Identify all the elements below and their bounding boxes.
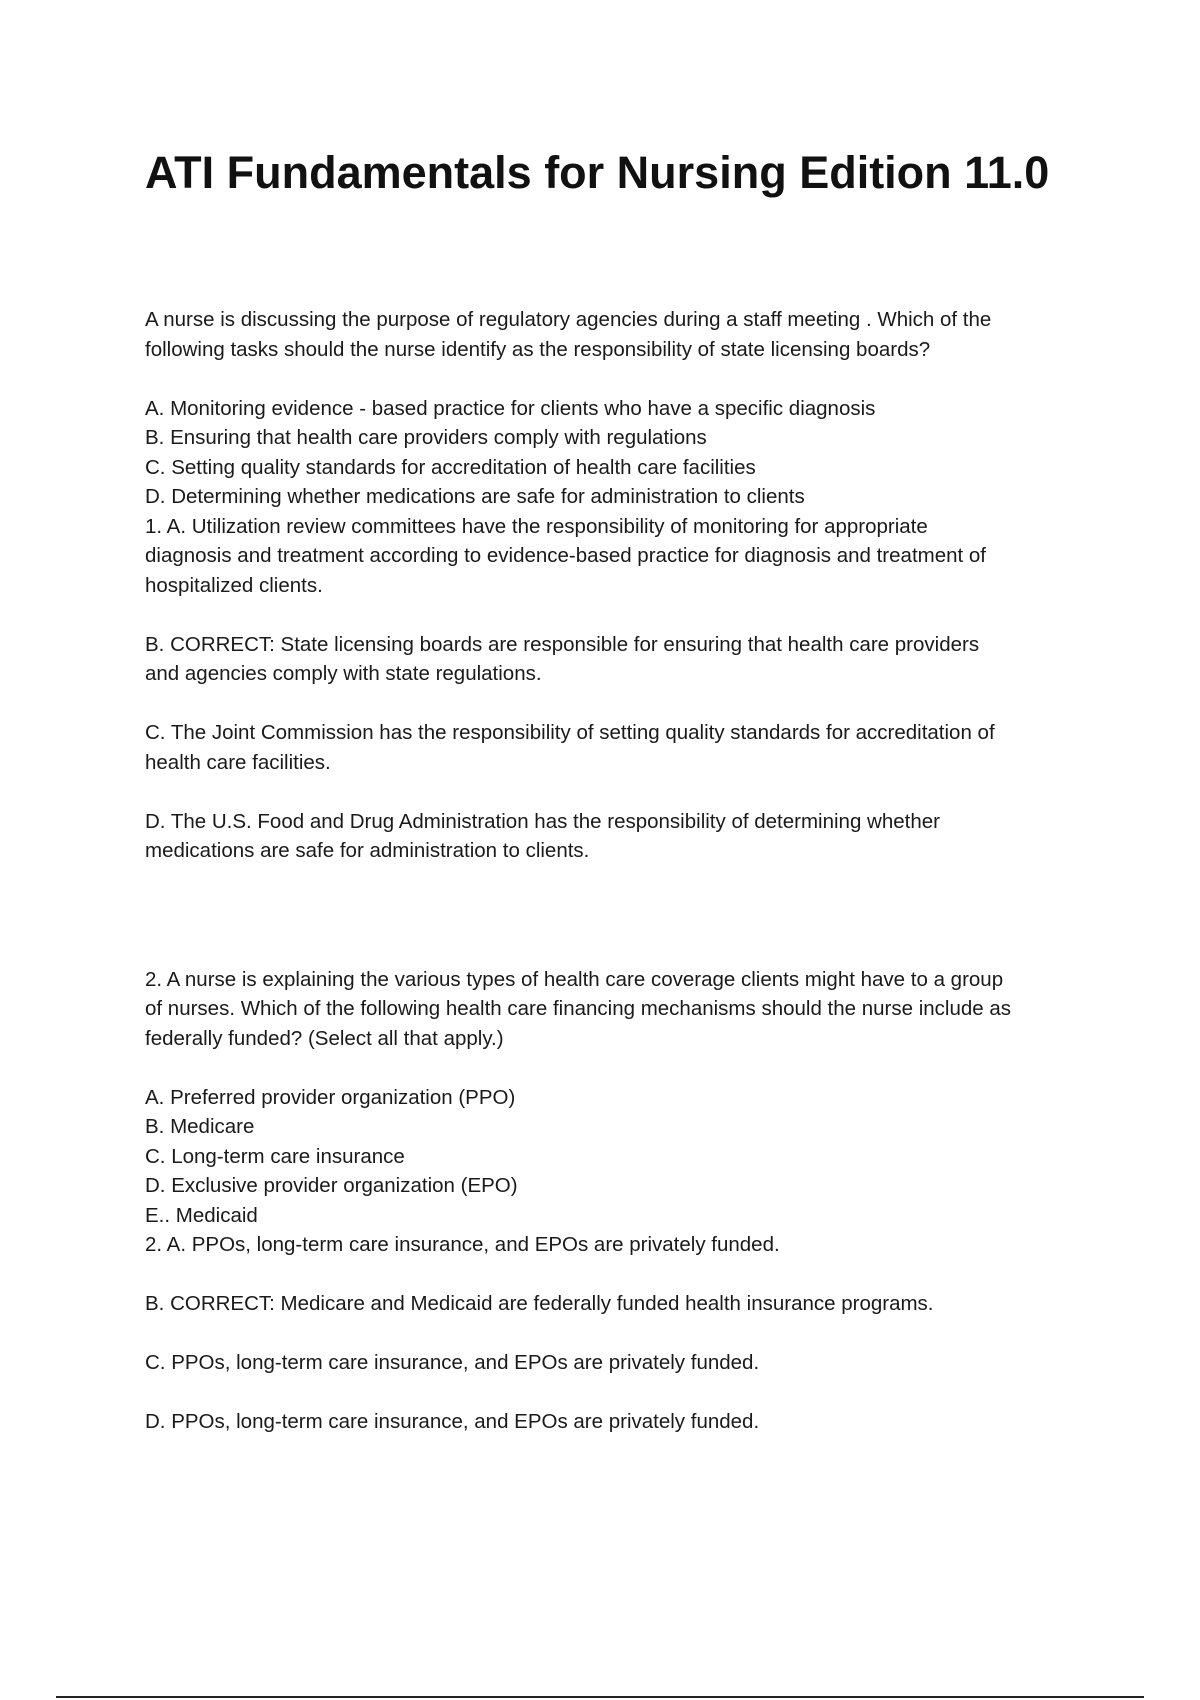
question-1-stem xyxy=(145,305,1090,364)
question-2-option-e: E.. Medicaid xyxy=(145,1203,258,1227)
text-line: of nurses. Which of the following health care financing mechanisms should the nurse include as xyxy=(145,997,1012,1020)
text-line: 1. A. Utilization review committees have the responsibility of monitoring for appropriate xyxy=(145,514,928,538)
text-line: and agencies comply with state regulations. xyxy=(145,662,542,685)
question-1-rationale-b xyxy=(145,630,1090,689)
question-1-rationale-d xyxy=(145,807,1090,866)
text-line: hospitalized clients. xyxy=(145,573,323,597)
question-2-option-d: D. Exclusive provider organization (EPO) xyxy=(145,1174,518,1197)
question-1-options xyxy=(145,394,1090,512)
text-line: federally funded? (Select all that apply.) xyxy=(145,1026,504,1050)
question-2-stem xyxy=(145,965,1090,1054)
question-1-rationale-c xyxy=(145,718,1090,777)
question-1-option-d: D. Determining whether medications are safe for administration to clients xyxy=(145,485,805,508)
text-line: health care facilities. xyxy=(145,750,331,774)
question-1-option-a: A. Monitoring evidence - based practice for clients who have a specific diagnosis xyxy=(145,396,876,420)
question-1-option-c: C. Setting quality standards for accreditation of health care facilities xyxy=(145,455,756,479)
question-2-rationale-c xyxy=(145,1348,1090,1378)
text-line: diagnosis and treatment according to evidence-based practice for diagnosis and treatment of xyxy=(145,544,987,567)
question-2-rationale-a xyxy=(145,1230,1090,1260)
document-body xyxy=(145,305,1090,1437)
question-2-option-c: C. Long-term care insurance xyxy=(145,1144,405,1168)
text-line: C. PPOs, long-term care insurance, and EPOs are privately funded. xyxy=(145,1351,760,1374)
text-line: following tasks should the nurse identify as the responsibility of state licensing boards? xyxy=(145,337,931,361)
text-line: A nurse is discussing the purpose of regulatory agencies during a staff meeting . Which of the xyxy=(145,308,992,331)
text-line: B. CORRECT: State licensing boards are responsible for ensuring that health care providers xyxy=(145,632,980,656)
question-2-rationale-b xyxy=(145,1289,1090,1319)
text-line: 2. A. PPOs, long-term care insurance, and EPOs are privately funded. xyxy=(145,1233,780,1256)
footer-divider xyxy=(56,1696,1144,1698)
text-line: D. The U.S. Food and Drug Administration has the responsibility of determining whether xyxy=(145,809,940,833)
text-line: D. PPOs, long-term care insurance, and EPOs are privately funded. xyxy=(145,1410,760,1433)
text-line: 2. A nurse is explaining the various types of health care coverage clients might have to a group xyxy=(145,967,1004,991)
question-2-rationale-d xyxy=(145,1407,1090,1437)
question-2-option-b: B. Medicare xyxy=(145,1115,255,1138)
text-line: medications are safe for administration to clients. xyxy=(145,839,590,862)
question-2-options xyxy=(145,1083,1090,1231)
question-1-rationale-a xyxy=(145,512,1090,601)
document-title: ATI Fundamentals for Nursing Edition 11.0 xyxy=(145,147,1050,198)
text-line: B. CORRECT: Medicare and Medicaid are federally funded health insurance programs. xyxy=(145,1292,934,1315)
text-line: C. The Joint Commission has the responsibility of setting quality standards for accreditation of xyxy=(145,721,995,744)
question-2-option-a: A. Preferred provider organization (PPO) xyxy=(145,1085,516,1109)
question-1-option-b: B. Ensuring that health care providers comply with regulations xyxy=(145,426,707,449)
